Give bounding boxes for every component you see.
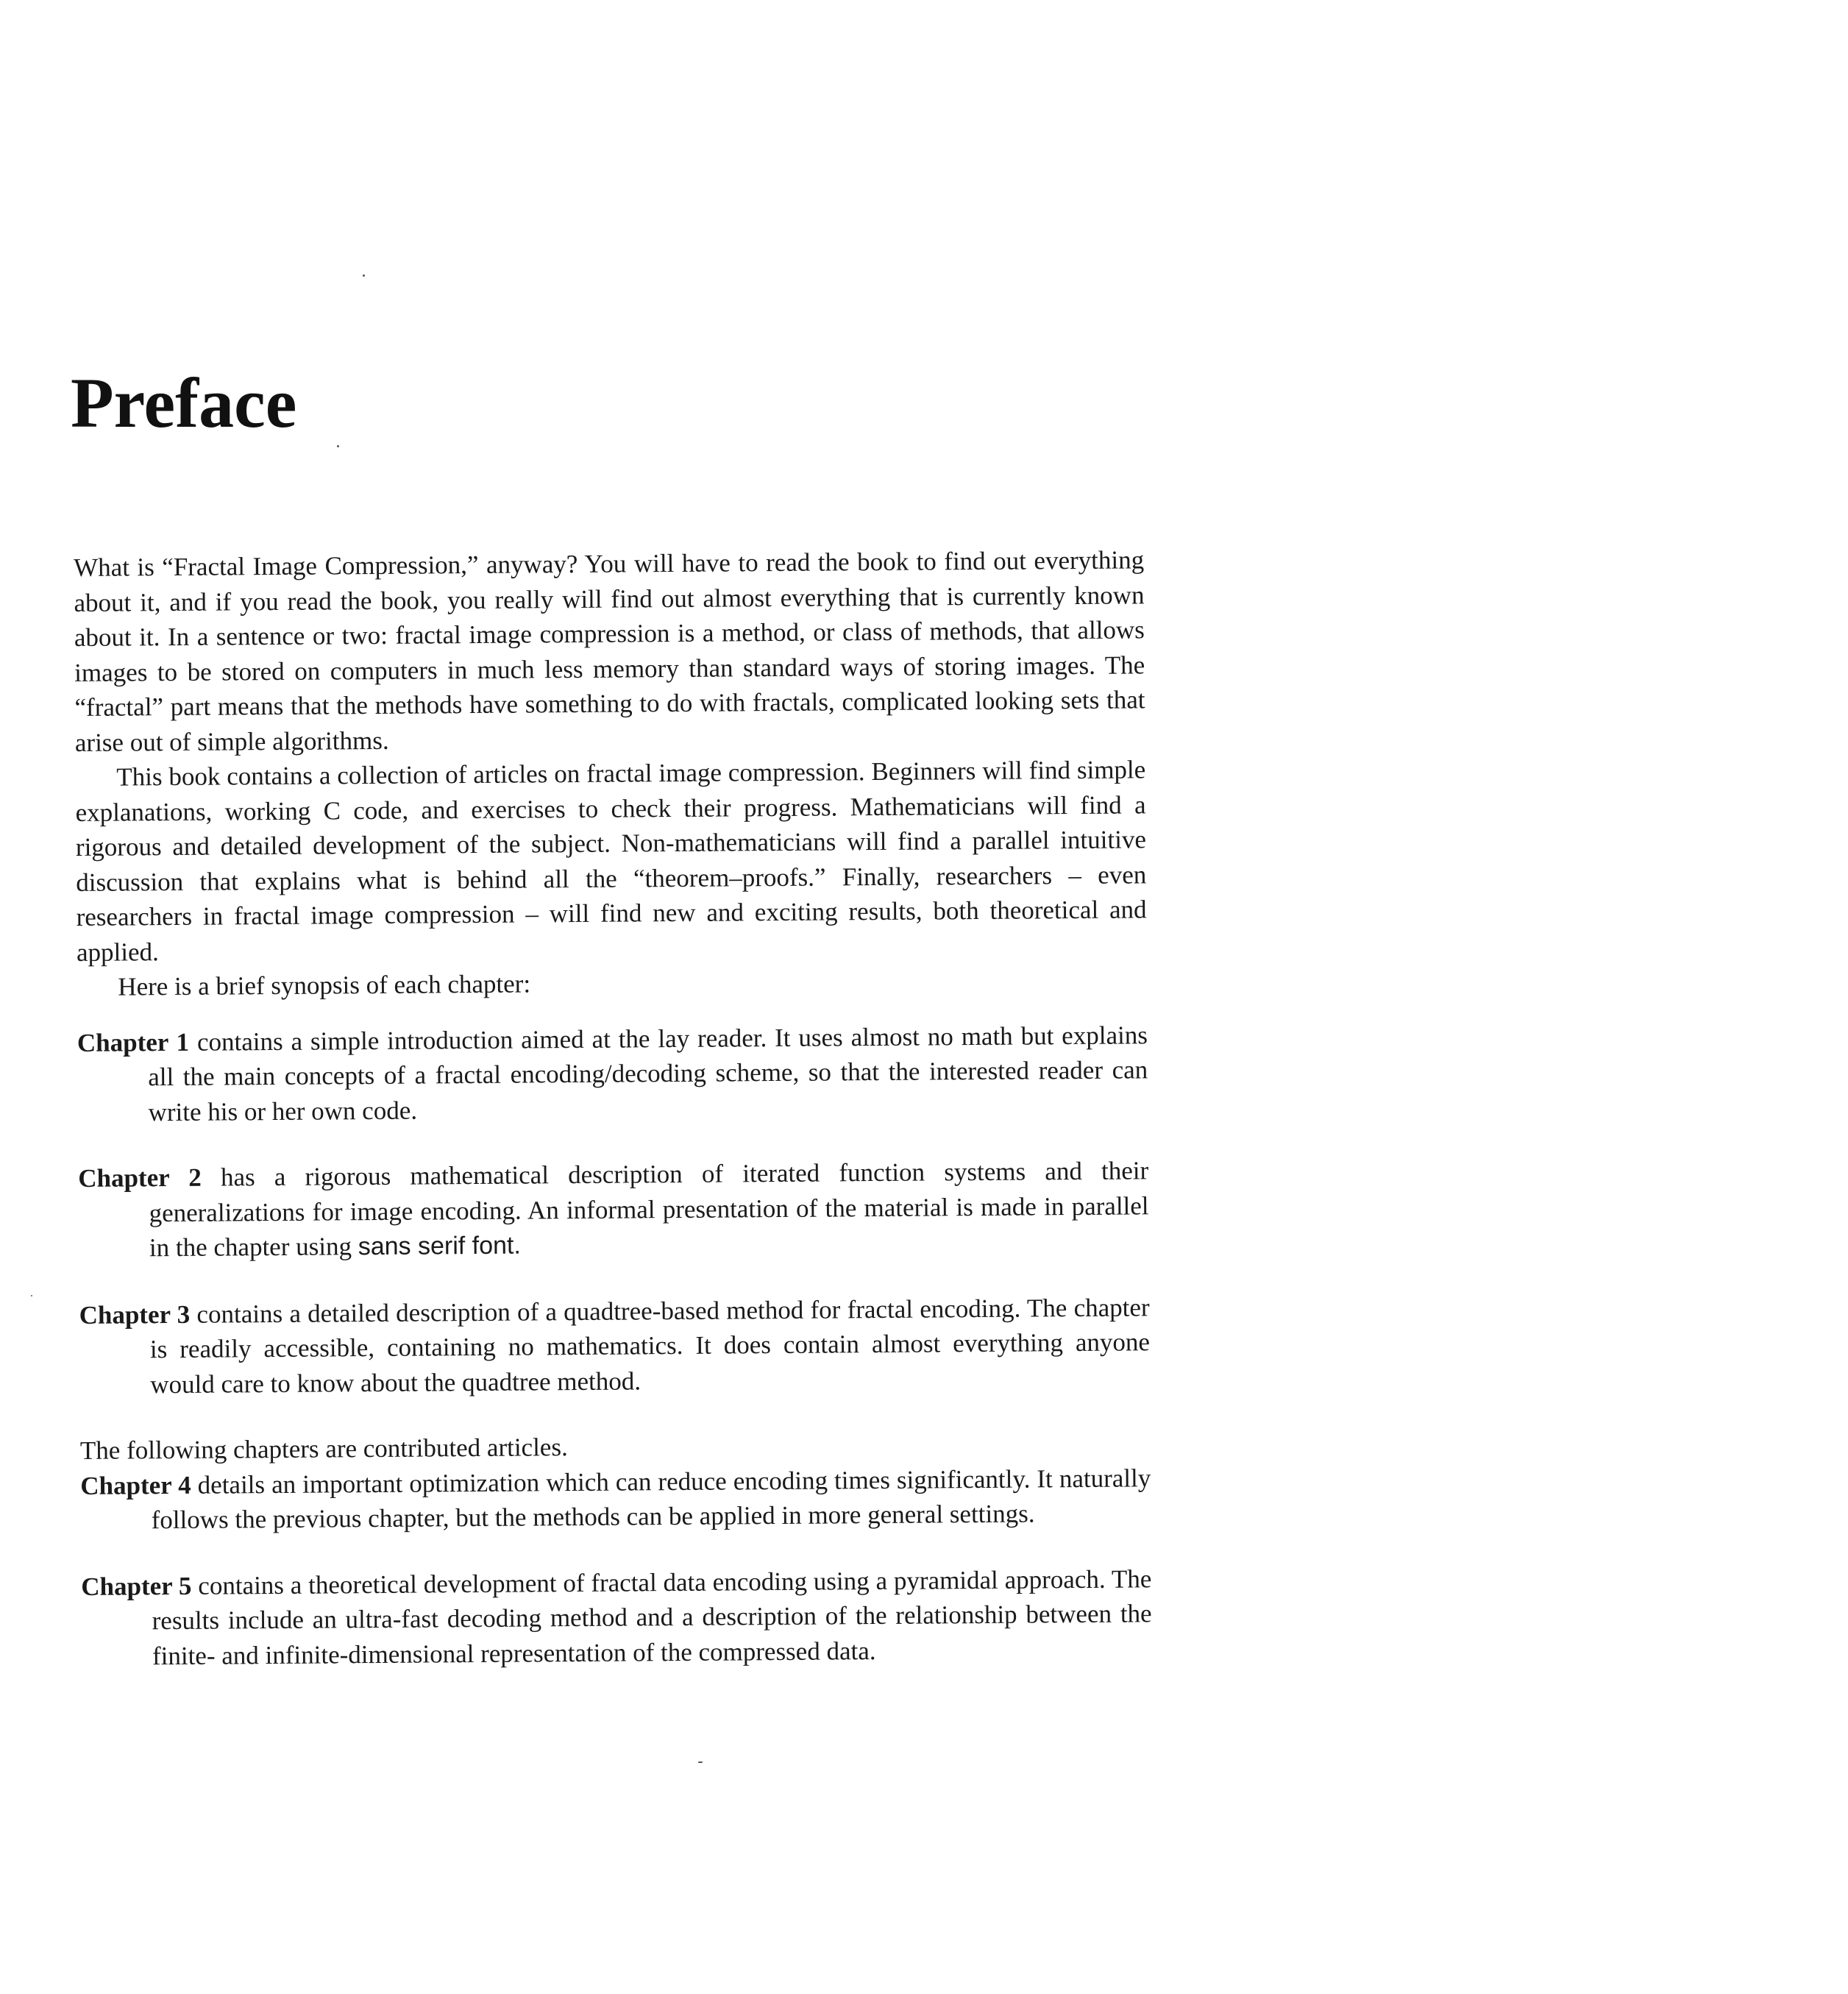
chapter-4-text: details an important optimization which can reduce encoding times significantly. It naturally follows the previous chapter, but the methods can be applied in more general settings. <box>151 1463 1151 1535</box>
chapter-3-text: contains a detailed description of a quadtree-based method for fractal encoding. The chapter is readily accessible, containing no mathematics. It does contain almost everything anyone would care to know about the quadtree method. <box>149 1292 1151 1399</box>
chapter-3-label: Chapter 3 <box>79 1299 191 1330</box>
chapter-2-summary <box>78 1153 1149 1266</box>
chapter-2-text: has a rigorous mathematical description of iterated function systems and their generalizations for image encoding. An informal presentation of the material is made in parallel in the chapter using <box>149 1156 1149 1263</box>
chapter-2-label: Chapter 2 <box>78 1163 202 1193</box>
chapter-1-label: Chapter 1 <box>77 1027 190 1057</box>
intro-paragraph-2: This book contains a collection of articles on fractal image compression. Beginners will find simple explanations, working C code, and exercises to check their progress. Mathematicians will find a rigorous and detailed development of the subject. Non-mathematicians will find a parallel intuitive discussion that explains what is behind all the “theorem–proofs.” Finally, researchers – even researchers in fractal image compression – will find new and exciting results, both theoretical and applied. <box>75 755 1147 967</box>
preface-body <box>74 542 1152 1705</box>
contributed-articles-note: The following chapters are contributed articles. <box>79 1433 568 1465</box>
synopsis-lead-in: Here is a brief synopsis of each chapter: <box>118 969 531 1001</box>
chapter-5-summary <box>81 1561 1152 1674</box>
chapter-4-label: Chapter 4 <box>80 1470 191 1500</box>
scan-speck <box>698 1761 703 1763</box>
page-title: Preface <box>71 363 297 442</box>
chapter-5-label: Chapter 5 <box>81 1571 192 1601</box>
chapter-1-summary <box>77 1018 1148 1130</box>
chapter-4-summary <box>80 1461 1151 1539</box>
chapter-2-sans-text: sans serif font. <box>358 1231 522 1261</box>
scan-speck <box>363 274 365 277</box>
intro-paragraph-1: What is “Fractal Image Compression,” anyway? You will have to read the book to find out everything about it, and if you read the book, you really will find out almost everything that is currently known about it. In a sentence or two: fractal image compression is a method, or class of methods, that allows images to be stored on computers in much less memory than standard ways of storing images. The “fractal” part means that the methods have something to do with fractals, complicated looking sets that arise out of simple algorithms. <box>74 545 1145 757</box>
scan-speck <box>31 1295 32 1296</box>
chapter-3-summary <box>79 1290 1150 1402</box>
chapter-1-text: contains a simple introduction aimed at the lay reader. It uses almost no math but explains all the main concepts of a fractal encoding/decoding scheme, so that the interested reader can write his or her own code. <box>148 1020 1148 1126</box>
chapter-5-text: contains a theoretical development of fractal data encoding using a pyramidal approach. The results include an ultra-fast decoding method and a description of the relationship between the finite- and infinite-dimensional representation of the compressed data. <box>152 1564 1152 1670</box>
scan-speck <box>337 445 339 447</box>
